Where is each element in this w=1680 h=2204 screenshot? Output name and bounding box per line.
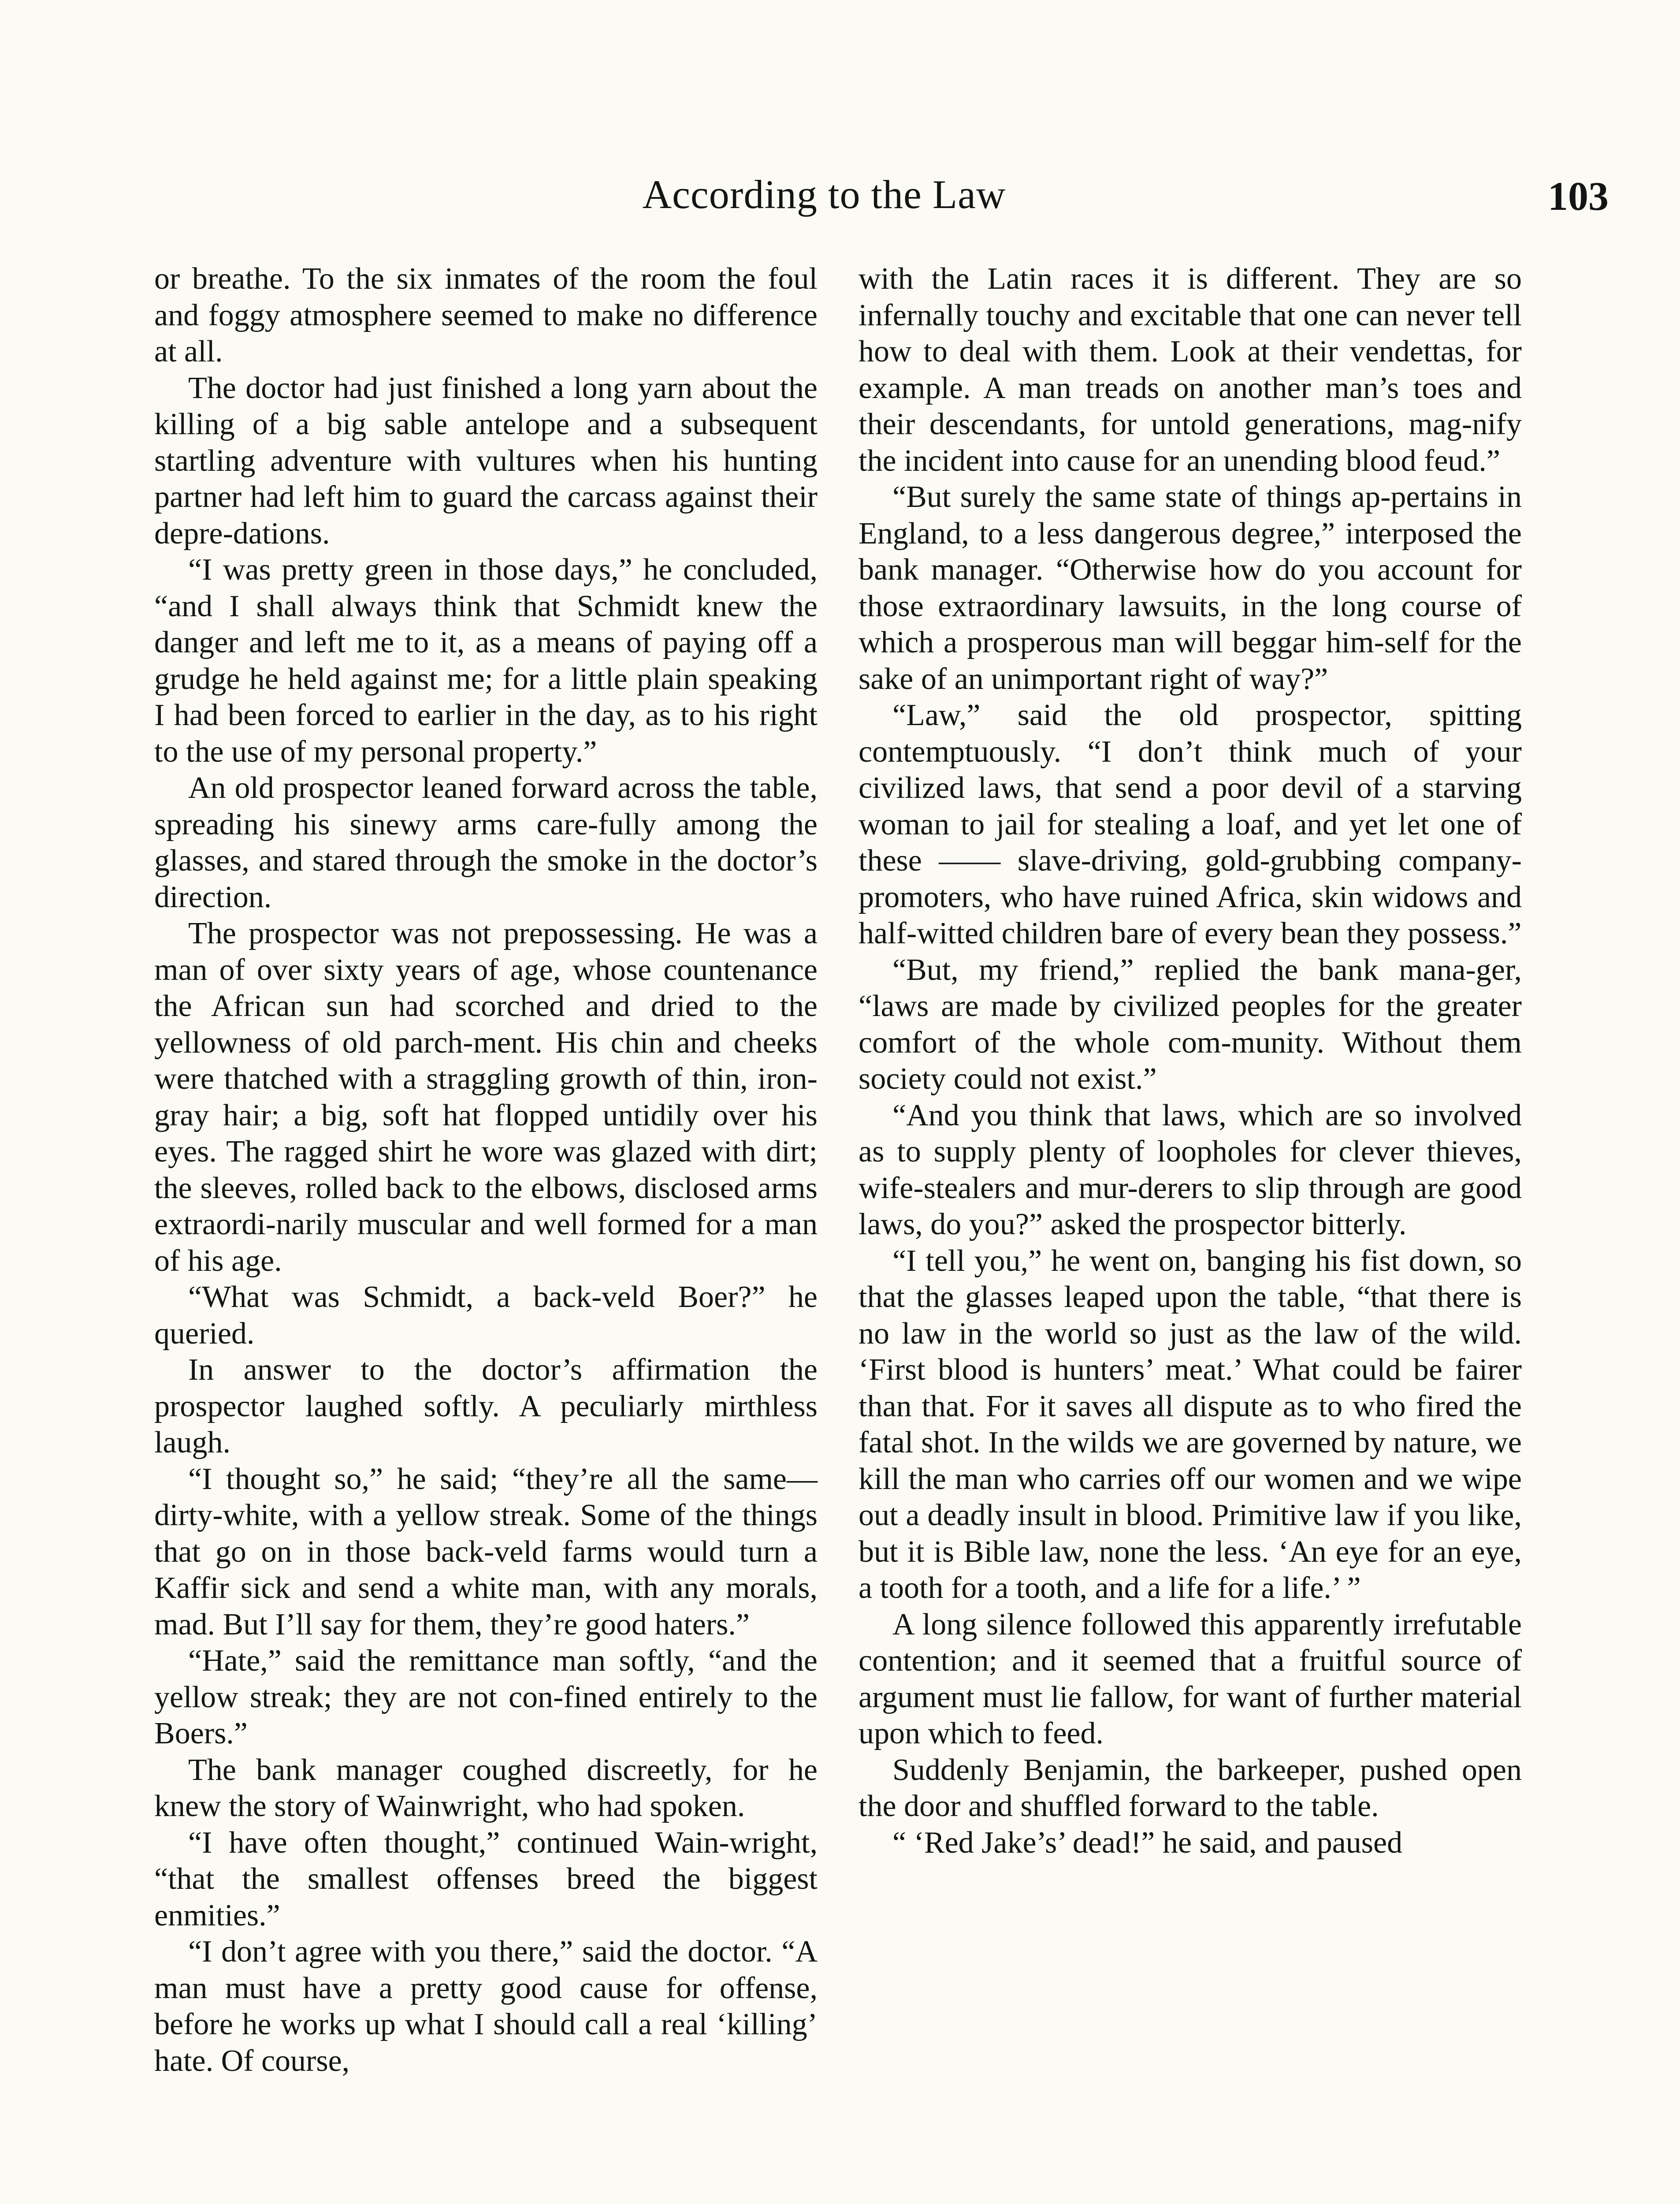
paragraph: “But surely the same state of things ap-pertains in England, to a less dangerous degree,” interposed the bank manager. “Otherwise how do you account for those extraordinary lawsuits, in the long course of which a prosperous man will beggar him-self for the sake of an unimportant right of way?” xyxy=(859,480,1522,696)
paragraph: Suddenly Benjamin, the barkeeper, pushed open the door and shuffled forward to the table. xyxy=(859,1753,1522,1823)
paragraph: The doctor had just finished a long yarn about the killing of a big sable antelope and a subsequent startling adventure with vultures when his hunting partner had left him to guard the carcass against their depre-dations. xyxy=(154,371,818,551)
paragraph: “I thought so,” he said; “they’re all the same—dirty-white, with a yellow streak. Some of the things that go on in those back-veld farms would turn a Kaffir sick and send a white man, with any morals, mad. But I’ll say for them, they’re good haters.” xyxy=(154,1462,818,1642)
paragraph: The bank manager coughed discreetly, for he knew the story of Wainwright, who had spoken. xyxy=(154,1753,818,1823)
paragraph: “I was pretty green in those days,” he concluded, “and I shall always think that Schmidt knew the danger and left me to it, as a means of paying off a grudge he held against me; for a little plain speaking I had been forced to earlier in the day, as to his right to the use of my personal property.” xyxy=(154,553,818,769)
paragraph: In answer to the doctor’s affirmation the prospector laughed softly. A peculiarly mirthless laugh. xyxy=(154,1353,818,1459)
paragraph: “Hate,” said the remittance man softly, “and the yellow streak; they are not con-fined entirely to the Boers.” xyxy=(154,1644,818,1750)
paragraph: An old prospector leaned forward across the table, spreading his sinewy arms care-fully among the glasses, and stared through the smoke in the doctor’s direction. xyxy=(154,771,818,914)
paragraph: “I don’t agree with you there,” said the doctor. “A man must have a pretty good cause for offense, before he works up what I should call a real ‘killing’ hate. Of course, xyxy=(154,1935,818,2078)
running-head-title: According to the Law xyxy=(642,172,1006,217)
paragraph: with the Latin races it is different. They are so infernally touchy and excitable that one can never tell how to deal with them. Look at their vendettas, for example. A man treads on another man’s toes and their descendants, for untold generations, mag-nify the incident into cause for an unending blood feud.” xyxy=(859,262,1522,478)
paragraph: The prospector was not prepossessing. He was a man of over sixty years of age, whose countenance the African sun had scorched and dried to the yellowness of old parch-ment. His chin and cheeks were thatched with a straggling growth of thin, iron-gray hair; a big, soft hat flopped untidily over his eyes. The ragged shirt he wore was glazed with dirt; the sleeves, rolled back to the elbows, disclosed arms extraordi-narily muscular and well formed for a man of his age. xyxy=(154,916,818,1278)
paragraph: “Law,” said the old prospector, spitting contemptuously. “I don’t think much of your civilized laws, that send a poor devil of a starving woman to jail for stealing a loaf, and yet let one of these —— slave-driving, gold-grubbing company-promoters, who have ruined Africa, skin widows and half-witted children bare of every bean they possess.” xyxy=(859,698,1522,950)
paragraph: “I tell you,” he went on, banging his fist down, so that the glasses leaped upon the table, “that there is no law in the world so just as the law of the wild. ‘First blood is hunters’ meat.’ What could be fairer than that. For it saves all dispute as to who fired the fatal shot. In the wilds we are governed by nature, we kill the man who carries off our women and we wipe out a deadly insult in blood. Primitive law if you like, but it is Bible law, none the less. ‘An eye for an eye, a tooth for a tooth, and a life for a life.’ ” xyxy=(859,1243,1522,1605)
paragraph: or breathe. To the six inmates of the room the foul and foggy atmosphere seemed to make no difference at all. xyxy=(154,262,818,369)
page-number: 103 xyxy=(1548,174,1609,219)
left-column xyxy=(154,261,818,2079)
paragraph: “And you think that laws, which are so involved as to supply plenty of loopholes for clever thieves, wife-stealers and mur-derers to slip through are good laws, do you?” asked the prospector bitterly. xyxy=(859,1098,1522,1241)
paragraph: A long silence followed this apparently irrefutable contention; and it seemed that a fruitful source of argument must lie fallow, for want of further material upon which to feed. xyxy=(859,1607,1522,1750)
paragraph: “ ‘Red Jake’s’ dead!” he said, and paused xyxy=(892,1825,1403,1860)
paragraph: “What was Schmidt, a back-veld Boer?” he queried. xyxy=(154,1280,818,1351)
paragraph: “But, my friend,” replied the bank mana-ger, “laws are made by civilized peoples for the greater comfort of the whole com-munity. Without them society could not exist.” xyxy=(859,953,1522,1096)
right-column xyxy=(859,261,1522,1861)
paragraph: “I have often thought,” continued Wain-wright, “that the smallest offenses breed the biggest enmities.” xyxy=(154,1825,818,1932)
